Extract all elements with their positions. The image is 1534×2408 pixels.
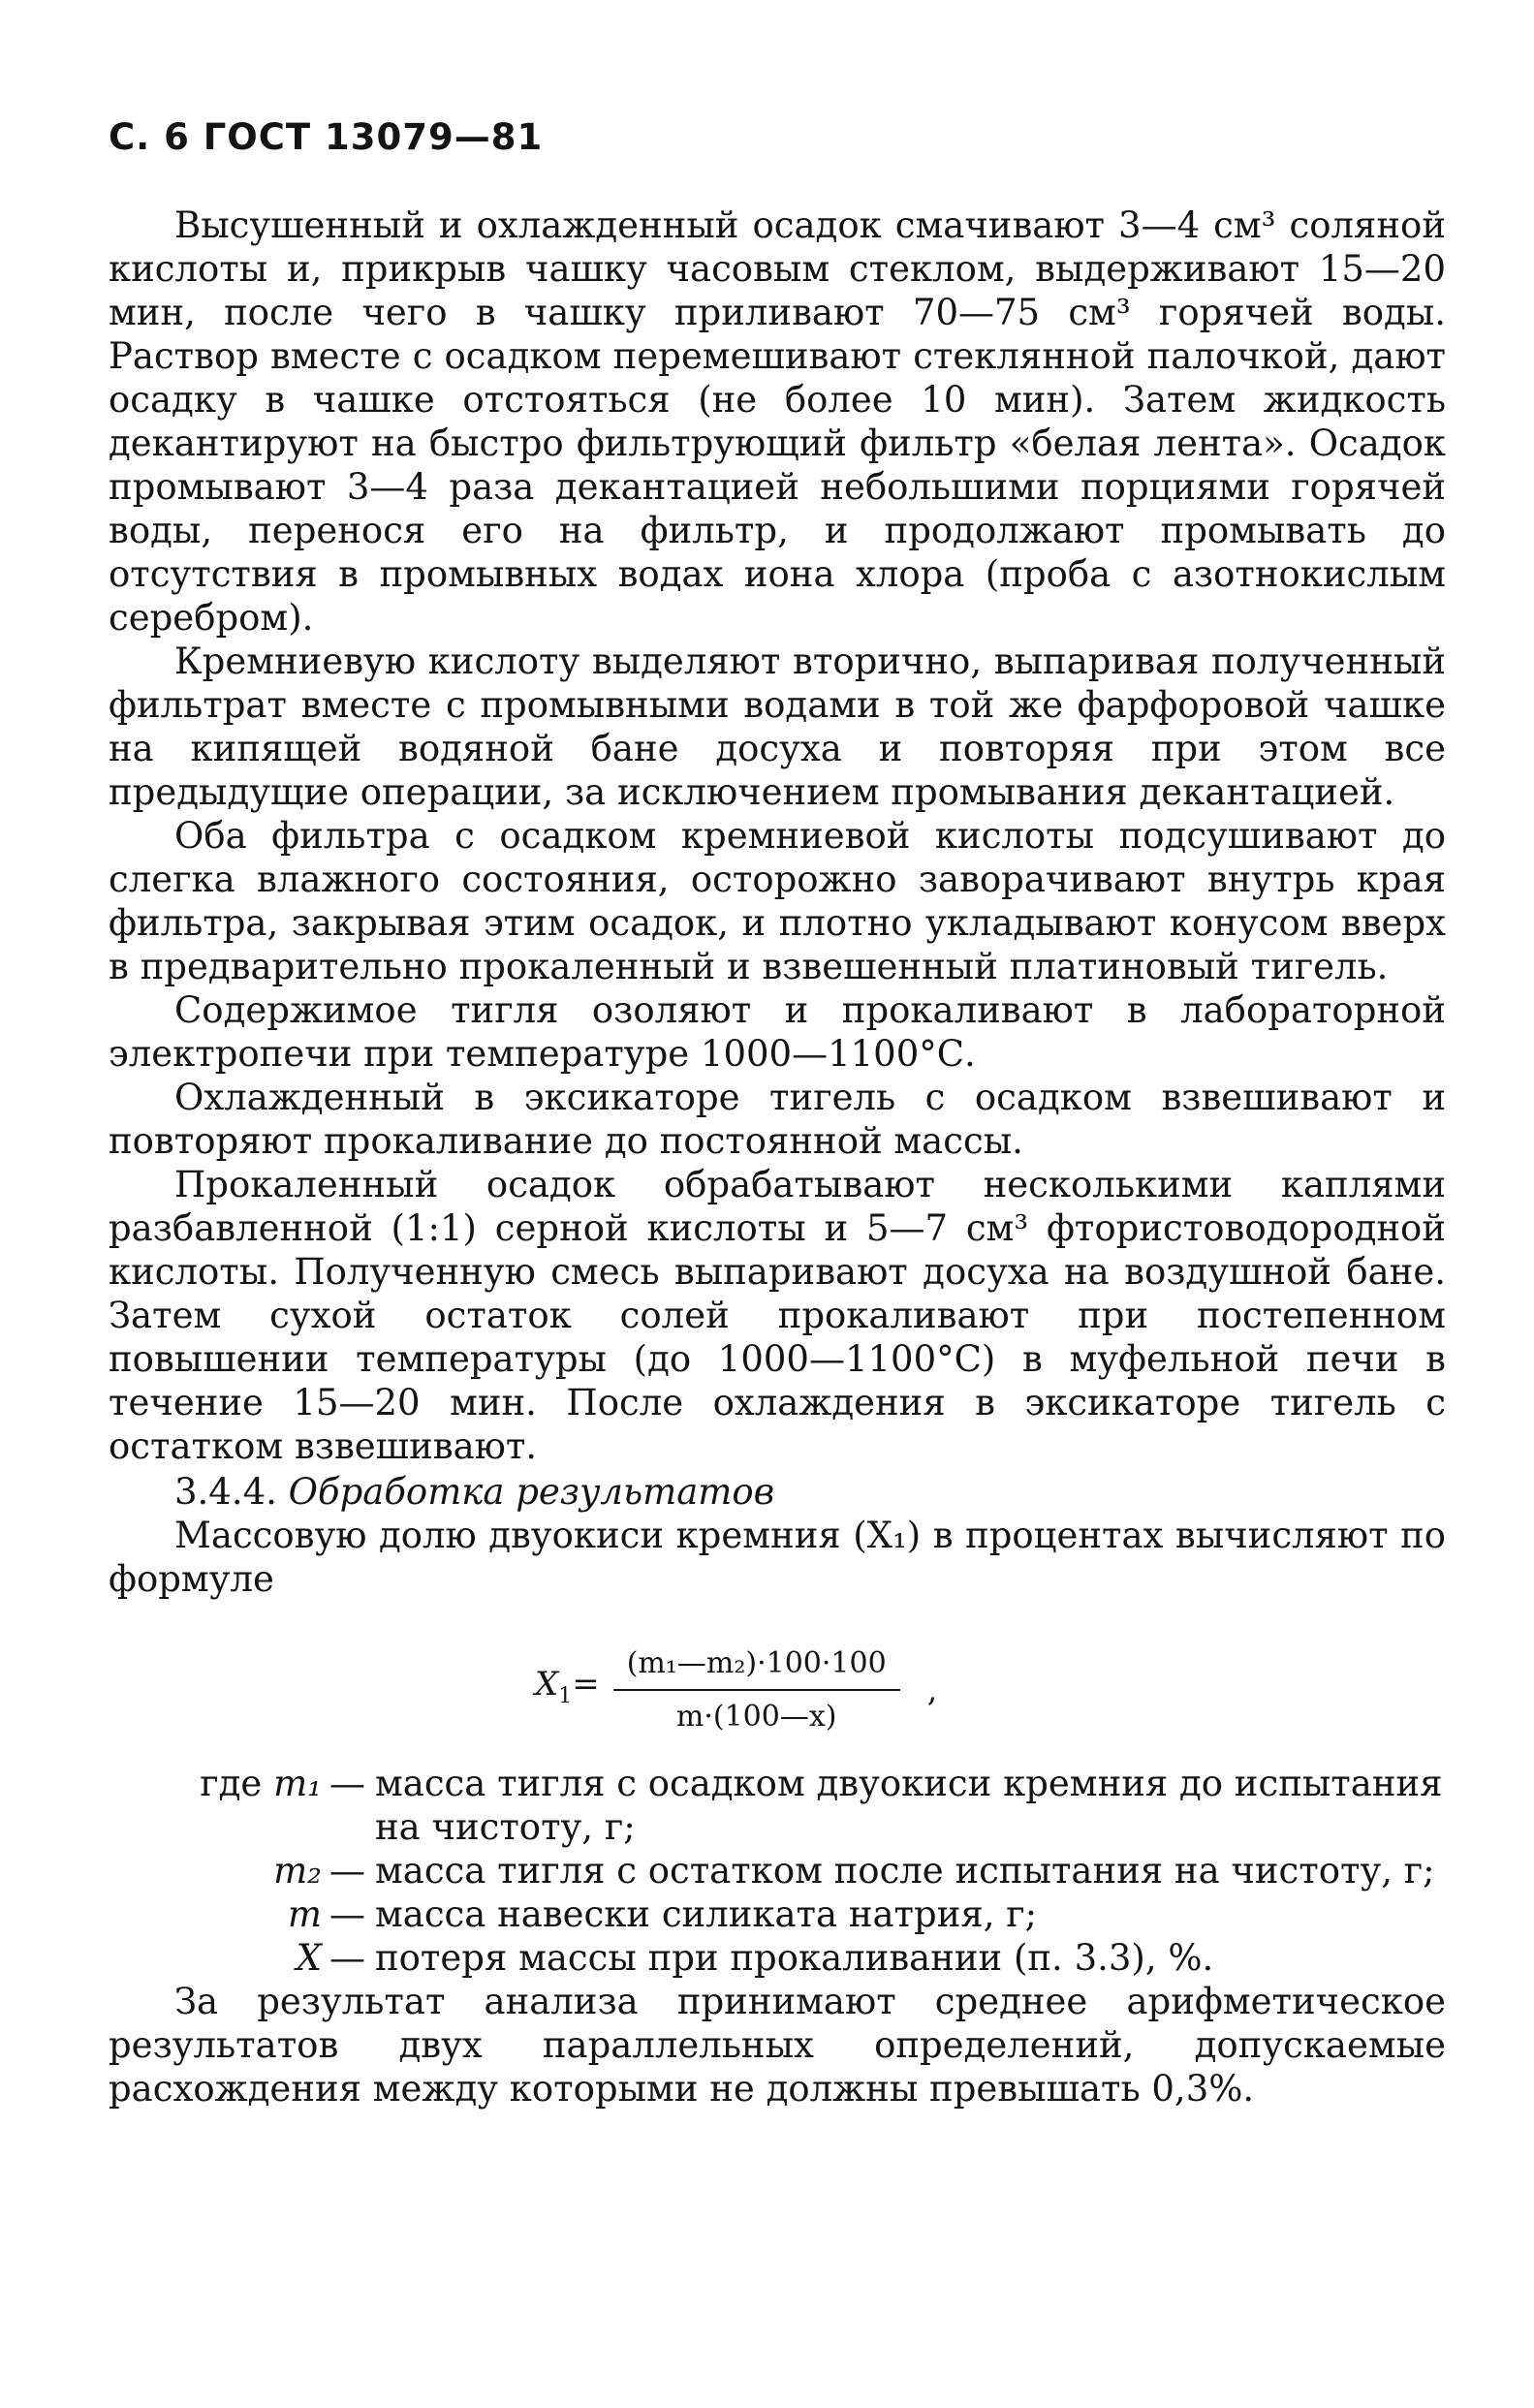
page-header: С. 6 ГОСТ 13079—81 [109, 116, 544, 158]
legend-item [109, 1892, 1446, 1936]
document-body [109, 203, 1446, 2111]
section-title: Обработка результатов [288, 1471, 775, 1513]
variable-legend [109, 1762, 1446, 1980]
formula-denominator: m·(100—x) [675, 1700, 837, 1734]
legend-item [109, 1936, 1446, 1980]
paragraph-cooling: Охлажденный в эксикаторе тигель с осадком взвешивают и повторяют прокаливание до постоянной массы. [109, 1077, 1446, 1162]
formula-numerator: (m₁—m₂)·100·100 [613, 1642, 900, 1691]
paragraph-ashing: Содержимое тигля озоляют и прокаливают в лабораторной электропечи при температуре 1000—1100°С. [109, 989, 1446, 1075]
legend-var: m [287, 1893, 322, 1935]
legend-text: потеря массы при прокаливании (п. 3.3), %. [375, 1937, 1214, 1979]
formula [535, 1642, 937, 1738]
formula-lhs-var: X [535, 1664, 559, 1704]
formula-lhs [535, 1663, 600, 1718]
formula-intro: Массовую долю двуокиси кремния (X₁) в процентах вычисляют по формуле [109, 1515, 1446, 1600]
legend-var: m₁ [273, 1763, 322, 1804]
legend-item [109, 1849, 1446, 1892]
formula-block [109, 1622, 1446, 1748]
legend-text: масса тигля с остатком после испытания на чистоту, г; [375, 1850, 1435, 1892]
legend-prefix: где [200, 1763, 263, 1804]
legend-var: m₂ [273, 1850, 322, 1892]
legend-text: масса навески силиката натрия, г; [375, 1893, 1038, 1935]
formula-lhs-sub: 1 [558, 1683, 573, 1708]
legend-dash: — [329, 1937, 365, 1979]
legend-item [109, 1762, 1446, 1849]
legend-dash: — [329, 1850, 365, 1892]
formula-fraction [613, 1642, 900, 1738]
legend-dash: — [329, 1893, 365, 1935]
paragraph-drying: Высушенный и охлажденный осадок смачивают 3—4 см³ соляной кислоты и, прикрыв чашку часовым стеклом, выдерживают 15—20 мин, после чего в чашку приливают 70—75 см³ горячей воды. Раствор вместе с осадком перемешивают стеклянной палочкой, дают осадку в чашке отстояться (не более 10 мин). Затем жидкость декантируют на быстро фильтрующий фильтр «белая лента». Осадок промывают 3—4 раза декантацией небольшими порциями горячей воды, перенося его на фильтр, и продолжают промывать до отсутствия в промывных водах иона хлора (проба с азотнокислым серебром). [109, 204, 1446, 639]
formula-trailing: , [926, 1670, 938, 1709]
section-heading [109, 1470, 1446, 1514]
paragraph-result: За результат анализа принимают среднее арифметическое результатов двух параллельных определений, допускаемые расхождения между которыми не должны превышать 0,3%. [109, 1981, 1446, 2110]
section-number: 3.4.4. [174, 1471, 277, 1513]
paragraph-treatment: Прокаленный осадок обрабатывают несколькими каплями разбавленной (1:1) серной кислоты и 5—7 см³ фтористоводородной кислоты. Полученную смесь выпаривают досуха на воздушной бане. Затем сухой остаток солей прокаливают при постепенном повышении температуры (до 1000—1100°С) в муфельной печи в течение 15—20 мин. После охлаждения в эксикаторе тигель с остатком взвешивают. [109, 1164, 1446, 1467]
paragraph-silicic-acid: Кремниевую кислоту выделяют вторично, выпаривая полученный фильтрат вместе с промывными водами в той же фарфоровой чашке на кипящей водяной бане досуха и повторяя при этом все предыдущие операции, за исключением промывания декантацией. [109, 641, 1446, 813]
paragraph-filters: Оба фильтра с осадком кремниевой кислоты подсушивают до слегка влажного состояния, осторожно заворачивают внутрь края фильтра, закрывая этим осадок, и плотно укладывают конусом вверх в предварительно прокаленный и взвешенный платиновый тигель. [109, 815, 1446, 987]
legend-text: масса тигля с осадком двуокиси кремния до испытания на чистоту, г; [375, 1763, 1443, 1848]
legend-var: X [296, 1937, 322, 1979]
legend-dash: — [329, 1763, 365, 1804]
formula-equals: = [572, 1664, 600, 1704]
